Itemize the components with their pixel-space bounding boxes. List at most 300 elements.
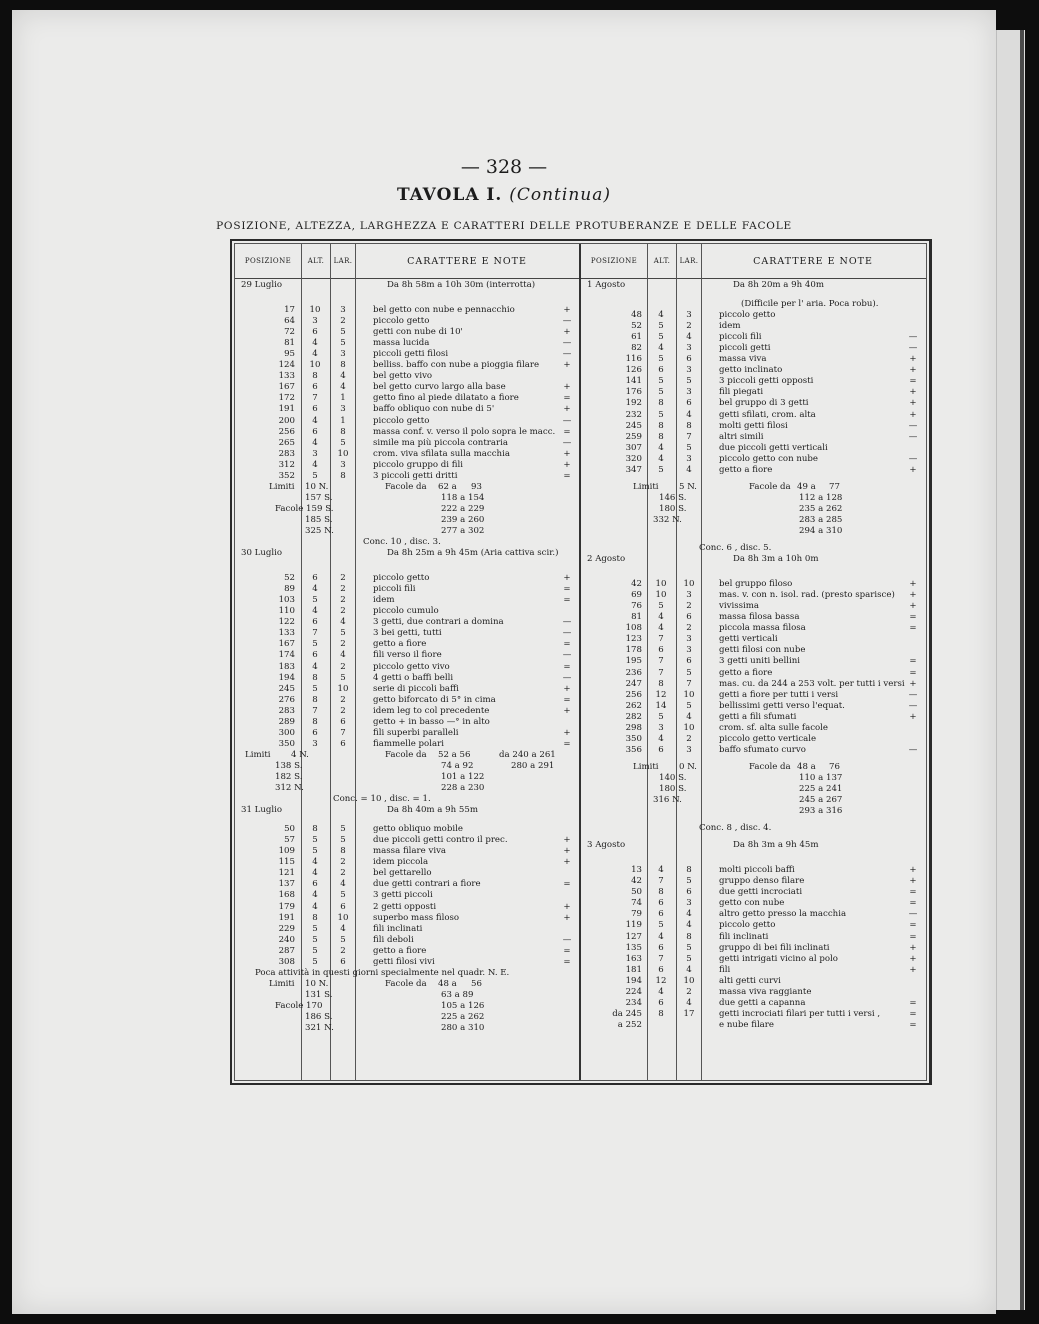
alt-cell: 5 bbox=[658, 387, 664, 398]
summary-text: 225 a 241 bbox=[799, 784, 843, 794]
sign-cell: + bbox=[563, 683, 571, 694]
date-cell: 29 Luglio bbox=[241, 280, 283, 290]
note-cell: idem bbox=[373, 595, 395, 606]
position-cell: 283 bbox=[278, 448, 295, 459]
alt-cell: 5 bbox=[312, 923, 318, 934]
position-cell: 82 bbox=[631, 343, 642, 354]
position-cell: 121 bbox=[278, 868, 295, 879]
lar-cell: 6 bbox=[340, 956, 346, 967]
lar-cell: 8 bbox=[340, 360, 346, 371]
summary-text: Facole da bbox=[749, 761, 791, 772]
summary-text: 63 a 89 bbox=[441, 989, 474, 1000]
sign-cell: = bbox=[909, 887, 917, 898]
alt-cell: 4 bbox=[312, 661, 318, 672]
note-cell: getto a fiore bbox=[373, 945, 427, 956]
alt-cell: 5 bbox=[658, 464, 664, 475]
sign-cell: — bbox=[562, 338, 572, 349]
summary-text: Facole 159 S. bbox=[275, 503, 334, 514]
alt-cell: 4 bbox=[312, 857, 318, 868]
note-cell: piccolo getto bbox=[719, 310, 776, 321]
time-range: Da 8h 20m a 9h 40m bbox=[733, 280, 824, 290]
note-cell: baffo sfumato curvo bbox=[719, 744, 806, 755]
sign-cell: = bbox=[909, 623, 917, 634]
sign-cell: — bbox=[908, 453, 918, 464]
lar-cell: 2 bbox=[340, 639, 346, 650]
sign-cell: = bbox=[563, 694, 571, 705]
note-cell: getti sfilati, crom. alta bbox=[719, 409, 816, 420]
alt-cell: 5 bbox=[312, 945, 318, 956]
sign-cell: + bbox=[563, 912, 571, 923]
lar-cell: 7 bbox=[340, 727, 346, 738]
alt-cell: 6 bbox=[312, 327, 318, 338]
lar-cell: 6 bbox=[686, 656, 692, 667]
lar-cell: 5 bbox=[340, 338, 346, 349]
sign-cell: + bbox=[563, 327, 571, 338]
alt-cell: 3 bbox=[312, 738, 318, 749]
note-cell: getti a fiore per tutti i versi bbox=[719, 689, 839, 700]
alt-cell: 4 bbox=[312, 868, 318, 879]
date-header-line bbox=[235, 280, 579, 293]
alt-cell: 5 bbox=[312, 846, 318, 857]
sign-cell: + bbox=[563, 448, 571, 459]
position-cell: 95 bbox=[284, 349, 295, 360]
alt-cell: 7 bbox=[312, 705, 318, 716]
sign-cell: + bbox=[563, 857, 571, 868]
alt-cell: 6 bbox=[312, 879, 318, 890]
lar-cell: 4 bbox=[686, 964, 692, 975]
position-cell: 352 bbox=[278, 470, 295, 481]
position-cell: 298 bbox=[625, 722, 642, 733]
alt-cell: 5 bbox=[312, 683, 318, 694]
position-cell: 64 bbox=[284, 316, 295, 327]
alt-cell: 7 bbox=[312, 628, 318, 639]
summary-text: 312 N. bbox=[275, 783, 304, 794]
summary-text: 56 bbox=[471, 978, 482, 989]
sign-cell: + bbox=[909, 953, 917, 964]
note-cell: belliss. baffo con nube a pioggia filare bbox=[373, 360, 540, 371]
lar-cell: 2 bbox=[340, 868, 346, 879]
note-cell: mas. cu. da 244 a 253 volt. per tutti i versi bbox=[719, 678, 905, 689]
lar-cell: 5 bbox=[340, 628, 346, 639]
note-cell: massa filare viva bbox=[373, 846, 447, 857]
position-cell: 232 bbox=[625, 409, 642, 420]
lar-cell: 7 bbox=[686, 431, 692, 442]
sign-cell: = bbox=[563, 393, 571, 404]
lar-cell: 3 bbox=[686, 634, 692, 645]
alt-cell: 6 bbox=[658, 909, 664, 920]
note-cell: getto + in basso —° in alto bbox=[373, 716, 490, 727]
summary-line bbox=[581, 823, 926, 836]
sign-cell: = bbox=[563, 595, 571, 606]
note-cell: getto a fiore bbox=[719, 464, 773, 475]
position-cell: 282 bbox=[625, 711, 642, 722]
col-head-notes-left: CARATTERE E NOTE bbox=[407, 255, 527, 267]
lar-cell: 10 bbox=[683, 975, 695, 986]
lar-cell: 5 bbox=[340, 824, 346, 835]
sign-cell: = bbox=[563, 738, 571, 749]
note-cell: piccolo getto verticale bbox=[719, 733, 817, 744]
summary-text: 222 a 229 bbox=[441, 503, 485, 514]
position-cell: 312 bbox=[278, 459, 295, 470]
note-cell: piccolo getto vivo bbox=[373, 661, 450, 672]
position-cell: 168 bbox=[278, 890, 295, 901]
lar-cell: 5 bbox=[340, 327, 346, 338]
summary-text: 52 a 56 bbox=[438, 749, 471, 760]
summary-line bbox=[581, 806, 926, 819]
table-row bbox=[581, 745, 926, 758]
lar-cell: 2 bbox=[340, 573, 346, 584]
alt-cell: 6 bbox=[312, 727, 318, 738]
note-cell: due piccoli getti verticali bbox=[719, 442, 828, 453]
sign-cell: + bbox=[909, 865, 917, 876]
lar-cell: 3 bbox=[340, 305, 346, 315]
lar-cell: 2 bbox=[340, 595, 346, 606]
alt-cell: 5 bbox=[658, 711, 664, 722]
sign-cell: + bbox=[563, 846, 571, 857]
summary-line bbox=[581, 526, 926, 539]
table-row bbox=[581, 1020, 926, 1033]
lar-cell: 4 bbox=[686, 909, 692, 920]
alt-cell: 4 bbox=[312, 437, 318, 448]
summary-text: 277 a 302 bbox=[441, 526, 485, 536]
summary-text: 77 bbox=[829, 481, 840, 492]
lar-cell: 3 bbox=[686, 898, 692, 909]
note-cell: gruppo denso filare bbox=[719, 876, 805, 887]
alt-cell: 8 bbox=[658, 887, 664, 898]
sign-cell: = bbox=[909, 931, 917, 942]
note-cell: fili bbox=[719, 964, 731, 975]
summary-text: Conc. 6 , disc. 5. bbox=[699, 543, 772, 554]
summary-text: 325 N. bbox=[305, 526, 334, 536]
position-cell: 81 bbox=[284, 338, 295, 349]
position-cell: 123 bbox=[625, 634, 642, 645]
position-cell: 183 bbox=[278, 661, 295, 672]
note-cell: piccolo getto con nube bbox=[719, 453, 819, 464]
note-cell: piccoli getti filosi bbox=[373, 349, 449, 360]
position-cell: 265 bbox=[278, 437, 295, 448]
summary-text: 62 a bbox=[438, 481, 457, 492]
time-range: Da 8h 58m a 10h 30m (interrotta) bbox=[387, 280, 536, 290]
alt-cell: 3 bbox=[658, 722, 664, 733]
alt-cell: 4 bbox=[312, 349, 318, 360]
position-cell: 89 bbox=[284, 584, 295, 595]
alt-cell: 7 bbox=[658, 634, 664, 645]
lar-cell: 8 bbox=[686, 865, 692, 876]
note-cell: due getti a capanna bbox=[719, 997, 806, 1008]
note-cell: 4 getti o baffi belli bbox=[373, 672, 454, 683]
lar-cell: 3 bbox=[686, 343, 692, 354]
note-cell: bel getto vivo bbox=[373, 371, 433, 382]
note-cell: getto biforcato di 5° in cima bbox=[373, 694, 496, 705]
note-cell: massa lucida bbox=[373, 338, 430, 349]
summary-text: Facole da bbox=[749, 481, 791, 492]
summary-text: 146 S. bbox=[659, 492, 687, 503]
position-cell: 74 bbox=[631, 898, 642, 909]
position-cell: 76 bbox=[631, 601, 642, 612]
lar-cell: 1 bbox=[340, 415, 346, 426]
summary-text: Facole da bbox=[385, 749, 427, 760]
position-cell: 256 bbox=[625, 689, 642, 700]
date-header-line bbox=[581, 554, 926, 567]
lar-cell: 6 bbox=[686, 398, 692, 409]
summary-text: 112 a 128 bbox=[799, 492, 843, 503]
lar-cell: 4 bbox=[340, 923, 346, 934]
alt-cell: 4 bbox=[658, 343, 664, 354]
note-cell: piccolo getto bbox=[373, 573, 430, 584]
alt-cell: 8 bbox=[312, 716, 318, 727]
position-cell: 17 bbox=[284, 305, 295, 315]
alt-cell: 8 bbox=[312, 694, 318, 705]
position-cell: 194 bbox=[625, 975, 642, 986]
note-cell: getti intrigati vicino al polo bbox=[719, 953, 838, 964]
summary-text: Conc. 8 , disc. 4. bbox=[699, 823, 772, 834]
position-cell: 287 bbox=[278, 945, 295, 956]
sign-cell: + bbox=[909, 464, 917, 475]
position-cell: 192 bbox=[625, 398, 642, 409]
lar-cell: 3 bbox=[340, 404, 346, 415]
lar-cell: 6 bbox=[340, 901, 346, 912]
table-title bbox=[12, 185, 996, 205]
summary-text: 74 a 92 bbox=[441, 760, 474, 771]
lar-cell: 2 bbox=[340, 661, 346, 672]
alt-cell: 5 bbox=[312, 956, 318, 967]
note-cell: piccola massa filosa bbox=[719, 623, 806, 634]
position-cell: 195 bbox=[625, 656, 642, 667]
position-cell: 178 bbox=[625, 645, 642, 656]
lar-cell: 2 bbox=[686, 623, 692, 634]
col-head-alt-left: ALT. bbox=[307, 257, 325, 265]
position-cell: a 252 bbox=[617, 1019, 642, 1030]
sign-cell: = bbox=[563, 584, 571, 595]
time-range: Da 8h 3m a 9h 45m bbox=[733, 840, 819, 851]
position-cell: 133 bbox=[278, 371, 295, 382]
summary-text: 5 N. bbox=[679, 481, 697, 492]
lar-cell: 5 bbox=[686, 442, 692, 453]
sign-cell: + bbox=[909, 398, 917, 409]
position-cell: 283 bbox=[278, 705, 295, 716]
position-cell: 320 bbox=[625, 453, 642, 464]
summary-text: Limiti bbox=[269, 481, 295, 492]
date-cell: 2 Agosto bbox=[587, 554, 626, 565]
note-cell: getti a fili sfumati bbox=[719, 711, 797, 722]
summary-text: 93 bbox=[471, 481, 482, 492]
lar-cell: 10 bbox=[337, 683, 349, 694]
alt-cell: 6 bbox=[312, 404, 318, 415]
summary-text: 157 S. bbox=[305, 492, 333, 503]
note-cell: getto a fiore bbox=[373, 639, 427, 650]
note-cell: due piccoli getti contro il prec. bbox=[373, 835, 508, 846]
sign-cell: + bbox=[909, 387, 917, 398]
lar-cell: 2 bbox=[686, 733, 692, 744]
left-column-block bbox=[235, 280, 579, 1080]
lar-cell: 10 bbox=[337, 912, 349, 923]
sign-cell: = bbox=[563, 956, 571, 967]
lar-cell: 2 bbox=[686, 321, 692, 332]
sign-cell: — bbox=[908, 343, 918, 354]
lar-cell: 3 bbox=[686, 645, 692, 656]
lar-cell: 4 bbox=[340, 382, 346, 393]
summary-text: 293 a 316 bbox=[799, 806, 843, 817]
position-cell: 122 bbox=[278, 617, 295, 628]
sign-cell: — bbox=[562, 650, 572, 661]
date-cell: 3 Agosto bbox=[587, 840, 626, 851]
note-cell: getto con nube bbox=[719, 898, 785, 909]
alt-cell: 10 bbox=[655, 579, 667, 590]
alt-cell: 4 bbox=[312, 606, 318, 617]
time-range: Da 8h 25m a 9h 45m (Aria cattiva scir.) bbox=[387, 548, 559, 559]
sign-cell: + bbox=[563, 705, 571, 716]
data-table bbox=[230, 239, 932, 1085]
col-head-position-left: POSIZIONE bbox=[244, 257, 292, 265]
lar-cell: 8 bbox=[686, 931, 692, 942]
sign-cell: + bbox=[563, 305, 571, 315]
position-cell: 167 bbox=[278, 382, 295, 393]
summary-text: 0 N. bbox=[679, 761, 697, 772]
sign-cell: — bbox=[562, 934, 572, 945]
lar-cell: 4 bbox=[686, 711, 692, 722]
note-cell: piccoli getti bbox=[719, 343, 771, 354]
note-cell: fili inclinati bbox=[719, 931, 769, 942]
alt-cell: 6 bbox=[658, 645, 664, 656]
alt-cell: 5 bbox=[312, 934, 318, 945]
note-cell: piccolo getto bbox=[373, 415, 430, 426]
position-cell: 224 bbox=[625, 986, 642, 997]
alt-cell: 4 bbox=[658, 733, 664, 744]
position-cell: 174 bbox=[278, 650, 295, 661]
sign-cell: + bbox=[909, 678, 917, 689]
position-cell: 179 bbox=[278, 901, 295, 912]
alt-cell: 8 bbox=[312, 672, 318, 683]
summary-text: 228 a 230 bbox=[441, 783, 485, 794]
alt-cell: 8 bbox=[658, 420, 664, 431]
position-cell: 347 bbox=[625, 464, 642, 475]
lar-cell: 3 bbox=[686, 310, 692, 321]
lar-cell: 2 bbox=[686, 986, 692, 997]
alt-cell: 8 bbox=[312, 371, 318, 382]
date-header-line bbox=[235, 805, 579, 818]
date-cell: 31 Luglio bbox=[241, 805, 283, 816]
binding-edge bbox=[1020, 30, 1024, 1310]
note-cell: piccolo cumulo bbox=[373, 606, 439, 617]
date-cell: 1 Agosto bbox=[587, 280, 626, 290]
lar-cell: 4 bbox=[686, 464, 692, 475]
table-title-main: TAVOLA I. bbox=[397, 185, 503, 205]
time-range: Da 8h 3m a 10h 0m bbox=[733, 554, 819, 565]
note-cell: 3 getti, due contrari a domina bbox=[373, 617, 504, 628]
summary-text: 280 a 291 bbox=[511, 760, 555, 771]
position-cell: 127 bbox=[625, 931, 642, 942]
alt-cell: 4 bbox=[658, 442, 664, 453]
note-cell: fili superbi paralleli bbox=[373, 727, 459, 738]
summary-text: 140 S. bbox=[659, 772, 687, 783]
alt-cell: 5 bbox=[312, 835, 318, 846]
lar-cell: 4 bbox=[340, 650, 346, 661]
note-cell: 3 bei getti, tutti bbox=[373, 628, 442, 639]
sign-cell: — bbox=[908, 431, 918, 442]
alt-cell: 4 bbox=[312, 890, 318, 901]
lar-cell: 2 bbox=[340, 606, 346, 617]
position-cell: 13 bbox=[631, 865, 642, 876]
alt-cell: 5 bbox=[658, 332, 664, 343]
sign-cell: — bbox=[908, 909, 918, 920]
alt-cell: 4 bbox=[312, 459, 318, 470]
alt-cell: 6 bbox=[312, 382, 318, 393]
lar-cell: 8 bbox=[686, 420, 692, 431]
position-cell: 126 bbox=[625, 365, 642, 376]
alt-cell: 5 bbox=[312, 470, 318, 481]
note-cell: getto a fiore bbox=[719, 667, 773, 678]
sign-cell: + bbox=[909, 409, 917, 420]
summary-text: 4 N. bbox=[291, 749, 309, 760]
sign-cell: = bbox=[909, 997, 917, 1008]
summary-text: 185 S. bbox=[305, 514, 333, 525]
sign-cell: + bbox=[909, 590, 917, 601]
position-cell: 124 bbox=[278, 360, 295, 371]
position-cell: 163 bbox=[625, 953, 642, 964]
sign-cell: + bbox=[563, 835, 571, 846]
alt-cell: 4 bbox=[658, 310, 664, 321]
lar-cell: 5 bbox=[340, 934, 346, 945]
summary-text: 48 a bbox=[438, 978, 457, 989]
summary-text: Conc. = 10 , disc. = 1. bbox=[333, 794, 431, 805]
summary-text: Limiti bbox=[633, 481, 659, 492]
alt-cell: 4 bbox=[312, 415, 318, 426]
position-cell: 256 bbox=[278, 426, 295, 437]
note-cell: piccolo getto bbox=[719, 920, 776, 931]
alt-cell: 7 bbox=[658, 876, 664, 887]
lar-cell: 5 bbox=[340, 835, 346, 846]
sign-cell: — bbox=[562, 415, 572, 426]
lar-cell: 1 bbox=[340, 393, 346, 404]
lar-cell: 2 bbox=[340, 584, 346, 595]
note-cell: getto obliquo mobile bbox=[373, 824, 463, 835]
note-cell: fiammelle polari bbox=[373, 738, 444, 749]
position-cell: 356 bbox=[625, 744, 642, 755]
position-cell: 200 bbox=[278, 415, 295, 426]
note-cell: idem bbox=[719, 321, 741, 332]
lar-cell: 8 bbox=[340, 470, 346, 481]
sign-cell: — bbox=[908, 332, 918, 343]
summary-text: da 240 a 261 bbox=[499, 749, 556, 760]
note-cell: fili deboli bbox=[373, 934, 414, 945]
alt-cell: 7 bbox=[312, 393, 318, 404]
summary-text: 321 N. bbox=[305, 1023, 334, 1034]
lar-cell: 3 bbox=[686, 744, 692, 755]
position-cell: 300 bbox=[278, 727, 295, 738]
note-cell: e nube filare bbox=[719, 1019, 775, 1030]
summary-text: 180 S. bbox=[659, 784, 687, 794]
date-header-line bbox=[581, 280, 926, 293]
sign-cell: — bbox=[562, 617, 572, 628]
summary-text: 131 S. bbox=[305, 989, 333, 1000]
summary-text: 280 a 310 bbox=[441, 1023, 485, 1034]
note-cell: getto fino al piede dilatato a fiore bbox=[373, 393, 519, 404]
alt-cell: 12 bbox=[655, 689, 667, 700]
position-cell: 48 bbox=[631, 310, 642, 321]
summary-text: Limiti bbox=[245, 749, 271, 760]
alt-cell: 3 bbox=[312, 448, 318, 459]
position-cell: da 245 bbox=[612, 1008, 642, 1019]
position-cell: 181 bbox=[625, 964, 642, 975]
summary-text: 294 a 310 bbox=[799, 526, 843, 536]
lar-cell: 5 bbox=[686, 953, 692, 964]
position-cell: 289 bbox=[278, 716, 295, 727]
position-cell: 262 bbox=[625, 700, 642, 711]
note-cell: massa viva bbox=[719, 354, 767, 365]
alt-cell: 6 bbox=[312, 426, 318, 437]
summary-line bbox=[235, 1023, 579, 1036]
sign-cell: + bbox=[563, 404, 571, 415]
